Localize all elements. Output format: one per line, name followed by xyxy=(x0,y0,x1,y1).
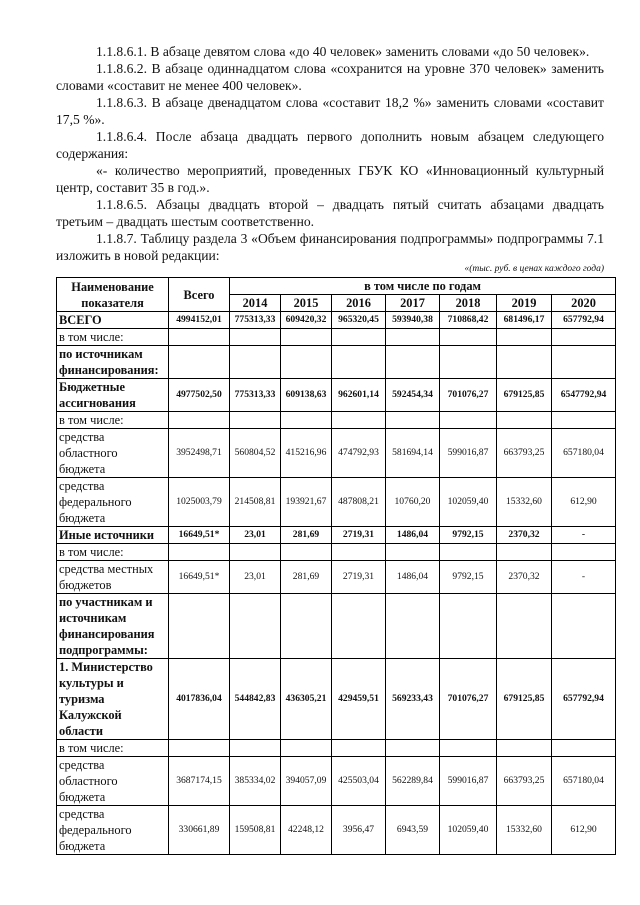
cell-year-value: 193921,67 xyxy=(281,478,332,527)
cell-year-value: 775313,33 xyxy=(230,379,281,412)
row-label: по источникам финансирования: xyxy=(57,346,169,379)
cell-year-value xyxy=(497,544,552,561)
paragraph: 1.1.8.6.2. В абзаце одиннадцатом слова «сохранится на уровне 370 человек» заменить словами «составит не менее 400 человек». xyxy=(56,61,604,93)
row-label: Иные источники xyxy=(57,527,169,544)
cell-year-value xyxy=(281,740,332,757)
cell-year-value: 544842,83 xyxy=(230,659,281,740)
cell-year-value xyxy=(497,740,552,757)
cell-year-value: 6943,59 xyxy=(386,806,440,855)
row-label: средства местных бюджетов xyxy=(57,561,169,594)
cell-year-value: 569233,43 xyxy=(386,659,440,740)
paragraph: 1.1.8.6.1. В абзаце девятом слова «до 40 человек» заменить словами «до 50 человек». xyxy=(96,44,590,59)
row-label: по участникам и источникам финансирования подпрограммы: xyxy=(57,594,169,659)
cell-year-value: 214508,81 xyxy=(230,478,281,527)
cell-total: 4017836,04 xyxy=(169,659,230,740)
row-label: средства федерального бюджета xyxy=(57,806,169,855)
cell-year-value: 657792,94 xyxy=(552,659,616,740)
cell-year-value: 679125,85 xyxy=(497,659,552,740)
cell-year-value xyxy=(440,329,497,346)
row-label: средства федерального бюджета xyxy=(57,478,169,527)
cell-year-value xyxy=(281,594,332,659)
table-row xyxy=(57,312,616,329)
header-name: Наименование показателя xyxy=(57,278,169,312)
row-label: средства областного бюджета xyxy=(57,757,169,806)
cell-year-value xyxy=(440,412,497,429)
row-label: в том числе: xyxy=(57,740,169,757)
header-year: 2018 xyxy=(440,295,497,312)
cell-year-value xyxy=(230,346,281,379)
cell-year-value xyxy=(552,412,616,429)
cell-total: 4994152,01 xyxy=(169,312,230,329)
cell-year-value: 415216,96 xyxy=(281,429,332,478)
table-row xyxy=(57,412,616,429)
cell-year-value xyxy=(332,329,386,346)
cell-year-value: 15332,60 xyxy=(497,806,552,855)
paragraph: 1.1.8.6.4. После абзаца двадцать первого дополнить новым абзацем следующего содержания: xyxy=(56,129,604,161)
cell-total xyxy=(169,594,230,659)
cell-year-value xyxy=(230,412,281,429)
cell-year-value: 436305,21 xyxy=(281,659,332,740)
cell-year-value xyxy=(386,544,440,561)
cell-year-value: 15332,60 xyxy=(497,478,552,527)
cell-year-value: 23,01 xyxy=(230,561,281,594)
cell-year-value: 281,69 xyxy=(281,527,332,544)
cell-year-value: 42248,12 xyxy=(281,806,332,855)
cell-year-value: 663793,25 xyxy=(497,429,552,478)
cell-year-value: 2370,32 xyxy=(497,561,552,594)
cell-year-value: 592454,34 xyxy=(386,379,440,412)
cell-year-value xyxy=(386,346,440,379)
cell-year-value xyxy=(386,329,440,346)
paragraph: «- количество мероприятий, проведенных ГБУК КО «Инновационный культурный центр, составит 35 в год.». xyxy=(56,163,604,195)
cell-total: 4977502,50 xyxy=(169,379,230,412)
cell-total xyxy=(169,740,230,757)
cell-year-value: - xyxy=(552,527,616,544)
cell-year-value: 281,69 xyxy=(281,561,332,594)
table-row xyxy=(57,478,616,527)
cell-year-value: 581694,14 xyxy=(386,429,440,478)
cell-year-value xyxy=(230,329,281,346)
cell-year-value xyxy=(552,346,616,379)
table-row xyxy=(57,527,616,544)
cell-year-value: 609138,63 xyxy=(281,379,332,412)
cell-year-value: 425503,04 xyxy=(332,757,386,806)
cell-year-value xyxy=(497,412,552,429)
cell-year-value: 385334,02 xyxy=(230,757,281,806)
table-row xyxy=(57,757,616,806)
cell-year-value: 657792,94 xyxy=(552,312,616,329)
cell-year-value: 612,90 xyxy=(552,478,616,527)
cell-year-value xyxy=(440,740,497,757)
cell-year-value xyxy=(386,740,440,757)
cell-year-value: 965320,45 xyxy=(332,312,386,329)
cell-year-value: 487808,21 xyxy=(332,478,386,527)
cell-year-value xyxy=(497,594,552,659)
cell-year-value: 3956,47 xyxy=(332,806,386,855)
cell-total: 330661,89 xyxy=(169,806,230,855)
table-body xyxy=(57,312,616,855)
cell-year-value xyxy=(281,412,332,429)
row-label: в том числе: xyxy=(57,412,169,429)
table-row xyxy=(57,346,616,379)
cell-year-value: 775313,33 xyxy=(230,312,281,329)
table-row xyxy=(57,329,616,346)
cell-total: 16649,51* xyxy=(169,561,230,594)
cell-year-value: 1486,04 xyxy=(386,561,440,594)
cell-year-value: 102059,40 xyxy=(440,478,497,527)
cell-year-value xyxy=(230,544,281,561)
cell-year-value xyxy=(552,740,616,757)
cell-year-value: 593940,38 xyxy=(386,312,440,329)
cell-year-value: 560804,52 xyxy=(230,429,281,478)
cell-year-value xyxy=(281,544,332,561)
cell-year-value: 612,90 xyxy=(552,806,616,855)
cell-year-value: 23,01 xyxy=(230,527,281,544)
cell-year-value xyxy=(440,544,497,561)
cell-year-value: 599016,87 xyxy=(440,757,497,806)
cell-total: 1025003,79 xyxy=(169,478,230,527)
cell-year-value xyxy=(440,346,497,379)
cell-total xyxy=(169,544,230,561)
paragraph: 1.1.8.6.5. Абзацы двадцать второй – двадцать пятый считать абзацами двадцать третьим – двадцать шестым соответственно. xyxy=(56,197,604,229)
table-row xyxy=(57,544,616,561)
cell-year-value: 609420,32 xyxy=(281,312,332,329)
table-row xyxy=(57,659,616,740)
table-row xyxy=(57,379,616,412)
cell-year-value: 10760,20 xyxy=(386,478,440,527)
cell-year-value xyxy=(281,346,332,379)
row-label: средства областного бюджета xyxy=(57,429,169,478)
cell-year-value: 6547792,94 xyxy=(552,379,616,412)
cell-year-value xyxy=(332,412,386,429)
cell-year-value: 562289,84 xyxy=(386,757,440,806)
cell-year-value: 2719,31 xyxy=(332,561,386,594)
paragraph: 1.1.8.7. Таблицу раздела 3 «Объем финансирования подпрограммы» подпрограммы 7.1 изложить в новой редакции: xyxy=(56,231,604,263)
cell-year-value xyxy=(332,740,386,757)
table-row xyxy=(57,740,616,757)
cell-year-value: 1486,04 xyxy=(386,527,440,544)
cell-year-value xyxy=(281,329,332,346)
document-body xyxy=(56,43,604,264)
cell-total xyxy=(169,329,230,346)
header-year: 2017 xyxy=(386,295,440,312)
cell-year-value xyxy=(332,544,386,561)
cell-year-value: 2719,31 xyxy=(332,527,386,544)
cell-year-value: 599016,87 xyxy=(440,429,497,478)
header-year: 2015 xyxy=(281,295,332,312)
financing-table xyxy=(56,277,616,855)
cell-year-value xyxy=(332,346,386,379)
cell-year-value xyxy=(552,594,616,659)
cell-year-value: 9792,15 xyxy=(440,527,497,544)
paragraph: 1.1.8.6.3. В абзаце двенадцатом слова «составит 18,2 %» заменить словами «составит 17,5 %». xyxy=(56,95,604,127)
table-row xyxy=(57,806,616,855)
cell-year-value: 429459,51 xyxy=(332,659,386,740)
header-year: 2020 xyxy=(552,295,616,312)
table-unit-note: «(тыс. руб. в ценах каждого года) xyxy=(464,264,604,274)
cell-total xyxy=(169,412,230,429)
cell-year-value xyxy=(332,594,386,659)
cell-year-value: 657180,04 xyxy=(552,757,616,806)
row-label: в том числе: xyxy=(57,329,169,346)
cell-year-value: 701076,27 xyxy=(440,379,497,412)
cell-total: 3687174,15 xyxy=(169,757,230,806)
cell-year-value xyxy=(230,740,281,757)
cell-year-value xyxy=(497,346,552,379)
cell-year-value: 962601,14 xyxy=(332,379,386,412)
cell-year-value xyxy=(386,594,440,659)
table-row xyxy=(57,429,616,478)
table-row xyxy=(57,561,616,594)
cell-year-value: 102059,40 xyxy=(440,806,497,855)
cell-year-value xyxy=(386,412,440,429)
cell-year-value: 679125,85 xyxy=(497,379,552,412)
cell-year-value: - xyxy=(552,561,616,594)
cell-total: 16649,51* xyxy=(169,527,230,544)
header-total: Всего xyxy=(169,278,230,312)
cell-total: 3952498,71 xyxy=(169,429,230,478)
cell-year-value: 710868,42 xyxy=(440,312,497,329)
cell-year-value: 159508,81 xyxy=(230,806,281,855)
cell-total xyxy=(169,346,230,379)
header-year: 2019 xyxy=(497,295,552,312)
cell-year-value: 474792,93 xyxy=(332,429,386,478)
cell-year-value: 657180,04 xyxy=(552,429,616,478)
cell-year-value: 2370,32 xyxy=(497,527,552,544)
cell-year-value: 394057,09 xyxy=(281,757,332,806)
row-label: в том числе: xyxy=(57,544,169,561)
table-row xyxy=(57,594,616,659)
header-year: 2014 xyxy=(230,295,281,312)
row-label: ВСЕГО xyxy=(57,312,169,329)
cell-year-value xyxy=(552,329,616,346)
cell-year-value: 701076,27 xyxy=(440,659,497,740)
cell-year-value xyxy=(440,594,497,659)
cell-year-value: 681496,17 xyxy=(497,312,552,329)
cell-year-value: 663793,25 xyxy=(497,757,552,806)
header-years-group: в том числе по годам xyxy=(230,278,616,295)
cell-year-value xyxy=(230,594,281,659)
cell-year-value xyxy=(552,544,616,561)
header-year: 2016 xyxy=(332,295,386,312)
row-label: 1. Министерство культуры и туризма Калужской области xyxy=(57,659,169,740)
cell-year-value xyxy=(497,329,552,346)
row-label: Бюджетные ассигнования xyxy=(57,379,169,412)
cell-year-value: 9792,15 xyxy=(440,561,497,594)
